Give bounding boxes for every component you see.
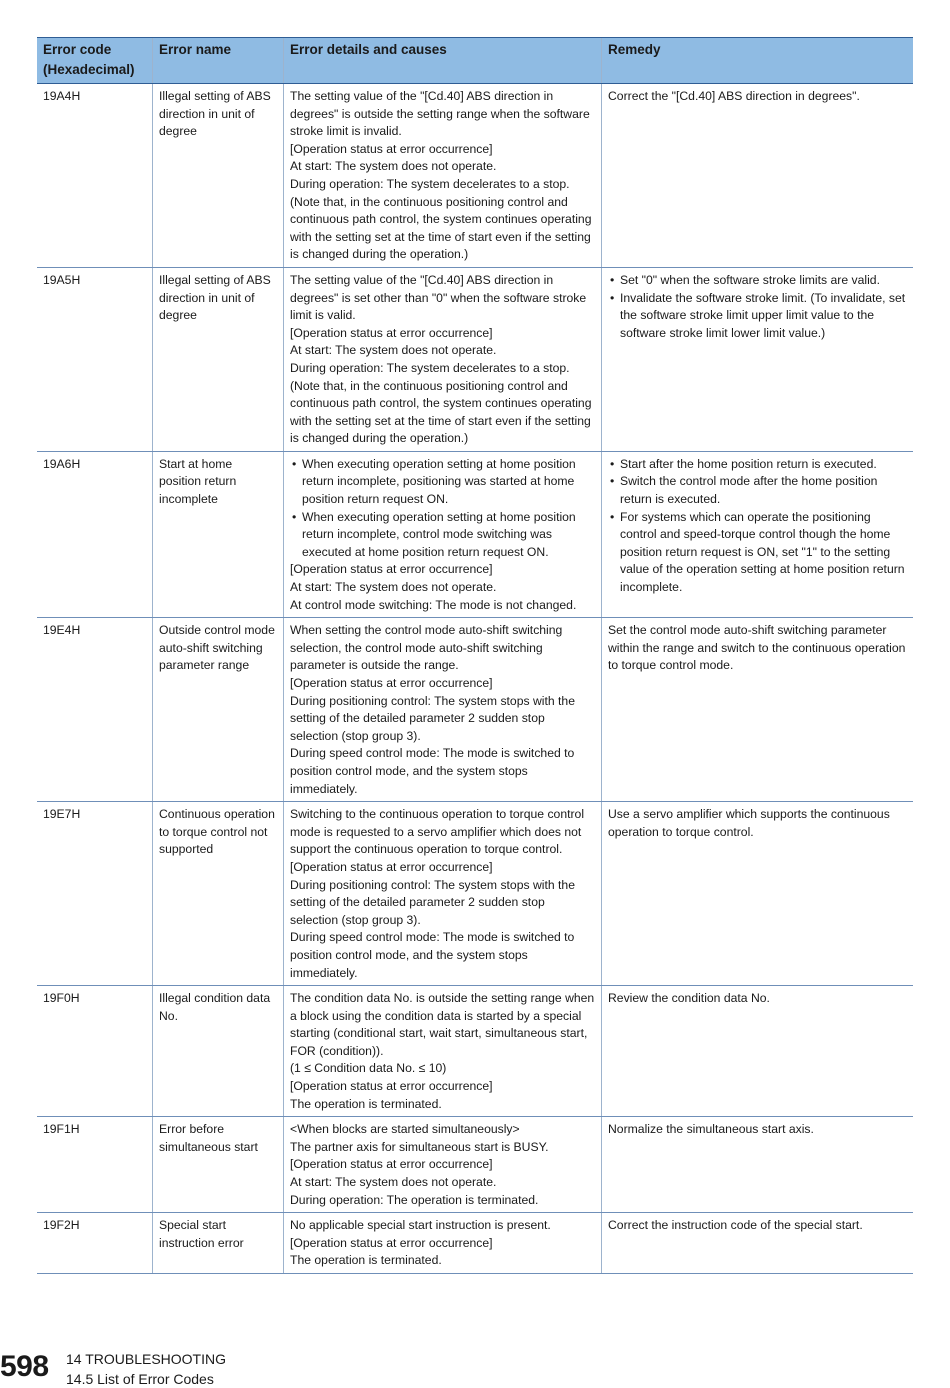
header-error-details: Error details and causes bbox=[284, 38, 602, 84]
table-header-row bbox=[37, 38, 913, 84]
error-code-cell: 19F2H bbox=[37, 1213, 153, 1274]
remedy-list bbox=[608, 272, 907, 342]
remedy-cell: Use a servo amplifier which supports the continuous operation to torque control. bbox=[602, 802, 914, 986]
table-row bbox=[37, 802, 913, 986]
error-name-cell: Error before simultaneous start bbox=[153, 1117, 284, 1213]
error-code-cell: 19F1H bbox=[37, 1117, 153, 1213]
remedy-item: • Start after the home position return is executed. bbox=[608, 456, 907, 474]
details-item: • When executing operation setting at home position return incomplete, control mode switching was executed at home position return request ON. bbox=[290, 509, 595, 562]
remedy-cell: Correct the "[Cd.40] ABS direction in degrees". bbox=[602, 84, 914, 268]
details-list bbox=[290, 456, 595, 562]
table-row bbox=[37, 986, 913, 1117]
error-name-cell: Illegal condition data No. bbox=[153, 986, 284, 1117]
table-row bbox=[37, 618, 913, 802]
error-code-cell: 19E4H bbox=[37, 618, 153, 802]
error-details-cell: The condition data No. is outside the setting range when a block using the condition data is started by a special starting (conditional start, wait start, simultaneous start, FOR (condition)). (1 ≤ Condition data No. ≤ 10) [Operation status at error occurrence] The operation is terminated. bbox=[284, 986, 602, 1117]
error-details-cell: The setting value of the "[Cd.40] ABS direction in degrees" is outside the setting range when the software stroke limit is invalid. [Operation status at error occurrence] At start: The system does not operate. During operation: The system decelerates to a stop. (Note that, in the continuous positioning control and continuous path control, the system continues operating with the setting set at the time of start even if the setting is changed during the operation.) bbox=[284, 84, 602, 268]
error-details-cell: No applicable special start instruction is present. [Operation status at error occurrence] The operation is terminated. bbox=[284, 1213, 602, 1274]
error-details-cell bbox=[284, 451, 602, 617]
remedy-cell: Review the condition data No. bbox=[602, 986, 914, 1117]
error-name-cell: Continuous operation to torque control not supported bbox=[153, 802, 284, 986]
remedy-item: • Switch the control mode after the home position return is executed. bbox=[608, 473, 907, 508]
footer-chapter: 14 TROUBLESHOOTING bbox=[66, 1351, 227, 1367]
page-number: 598 bbox=[0, 1350, 49, 1383]
table-row bbox=[37, 1117, 913, 1213]
remedy-list bbox=[608, 456, 907, 597]
remedy-cell: Correct the instruction code of the special start. bbox=[602, 1213, 914, 1274]
error-code-table bbox=[37, 37, 913, 1274]
error-code-cell: 19F0H bbox=[37, 986, 153, 1117]
error-details-cell: Switching to the continuous operation to torque control mode is requested to a servo amplifier which does not support the continuous operation to torque control. [Operation status at error occurrence] During positioning control: The system stops with the setting of the detailed parameter 2 sudden stop selection (stop group 3). During speed control mode: The mode is switched to position control mode, and the system stops immediately. bbox=[284, 802, 602, 986]
table-row bbox=[37, 267, 913, 451]
error-code-cell: 19E7H bbox=[37, 802, 153, 986]
error-code-cell: 19A4H bbox=[37, 84, 153, 268]
error-name-cell: Start at home position return incomplete bbox=[153, 451, 284, 617]
footer-section: 14.5 List of Error Codes bbox=[66, 1371, 214, 1387]
error-name-cell: Special start instruction error bbox=[153, 1213, 284, 1274]
table-row bbox=[37, 84, 913, 268]
remedy-item: • Invalidate the software stroke limit. (To invalidate, set the software stroke limit upper limit value to the software stroke limit lower limit value.) bbox=[608, 290, 907, 343]
remedy-cell: Normalize the simultaneous start axis. bbox=[602, 1117, 914, 1213]
remedy-cell: Set the control mode auto-shift switching parameter within the range and switch to the continuous operation to torque control mode. bbox=[602, 618, 914, 802]
table-row bbox=[37, 1213, 913, 1274]
details-item: • When executing operation setting at home position return incomplete, positioning was started at home position return request ON. bbox=[290, 456, 595, 509]
remedy-item: • Set "0" when the software stroke limits are valid. bbox=[608, 272, 907, 290]
error-details-cell: <When blocks are started simultaneously> The partner axis for simultaneous start is BUSY. [Operation status at error occurrence] At start: The system does not operate. During operation: The operation is terminated. bbox=[284, 1117, 602, 1213]
error-code-cell: 19A5H bbox=[37, 267, 153, 451]
error-name-cell: Illegal setting of ABS direction in unit of degree bbox=[153, 84, 284, 268]
remedy-item: • For systems which can operate the positioning control and speed-torque control though the home position return request is ON, set "1" to the setting value of the operation setting at home position return incomplete. bbox=[608, 509, 907, 597]
error-details-cell: The setting value of the "[Cd.40] ABS direction in degrees" is set other than "0" when the software stroke limit is valid. [Operation status at error occurrence] At start: The system does not operate. During operation: The system decelerates to a stop. (Note that, in the continuous positioning control and continuous path control, the system continues operating with the setting set at the time of start even if the setting is changed during the operation.) bbox=[284, 267, 602, 451]
header-error-code: Error code (Hexadecimal) bbox=[37, 38, 153, 84]
remedy-cell bbox=[602, 451, 914, 617]
table-row bbox=[37, 451, 913, 617]
header-error-name: Error name bbox=[153, 38, 284, 84]
error-name-cell: Outside control mode auto-shift switching parameter range bbox=[153, 618, 284, 802]
error-name-cell: Illegal setting of ABS direction in unit of degree bbox=[153, 267, 284, 451]
details-text: [Operation status at error occurrence] At start: The system does not operate. At control mode switching: The mode is not changed. bbox=[290, 562, 577, 612]
header-remedy: Remedy bbox=[602, 38, 914, 84]
remedy-cell bbox=[602, 267, 914, 451]
error-code-cell: 19A6H bbox=[37, 451, 153, 617]
error-details-cell: When setting the control mode auto-shift switching selection, the control mode auto-shift switching parameter is outside the range. [Operation status at error occurrence] During positioning control: The system stops with the setting of the detailed parameter 2 sudden stop selection (stop group 3). During speed control mode: The mode is switched to position control mode, and the system stops immediately. bbox=[284, 618, 602, 802]
